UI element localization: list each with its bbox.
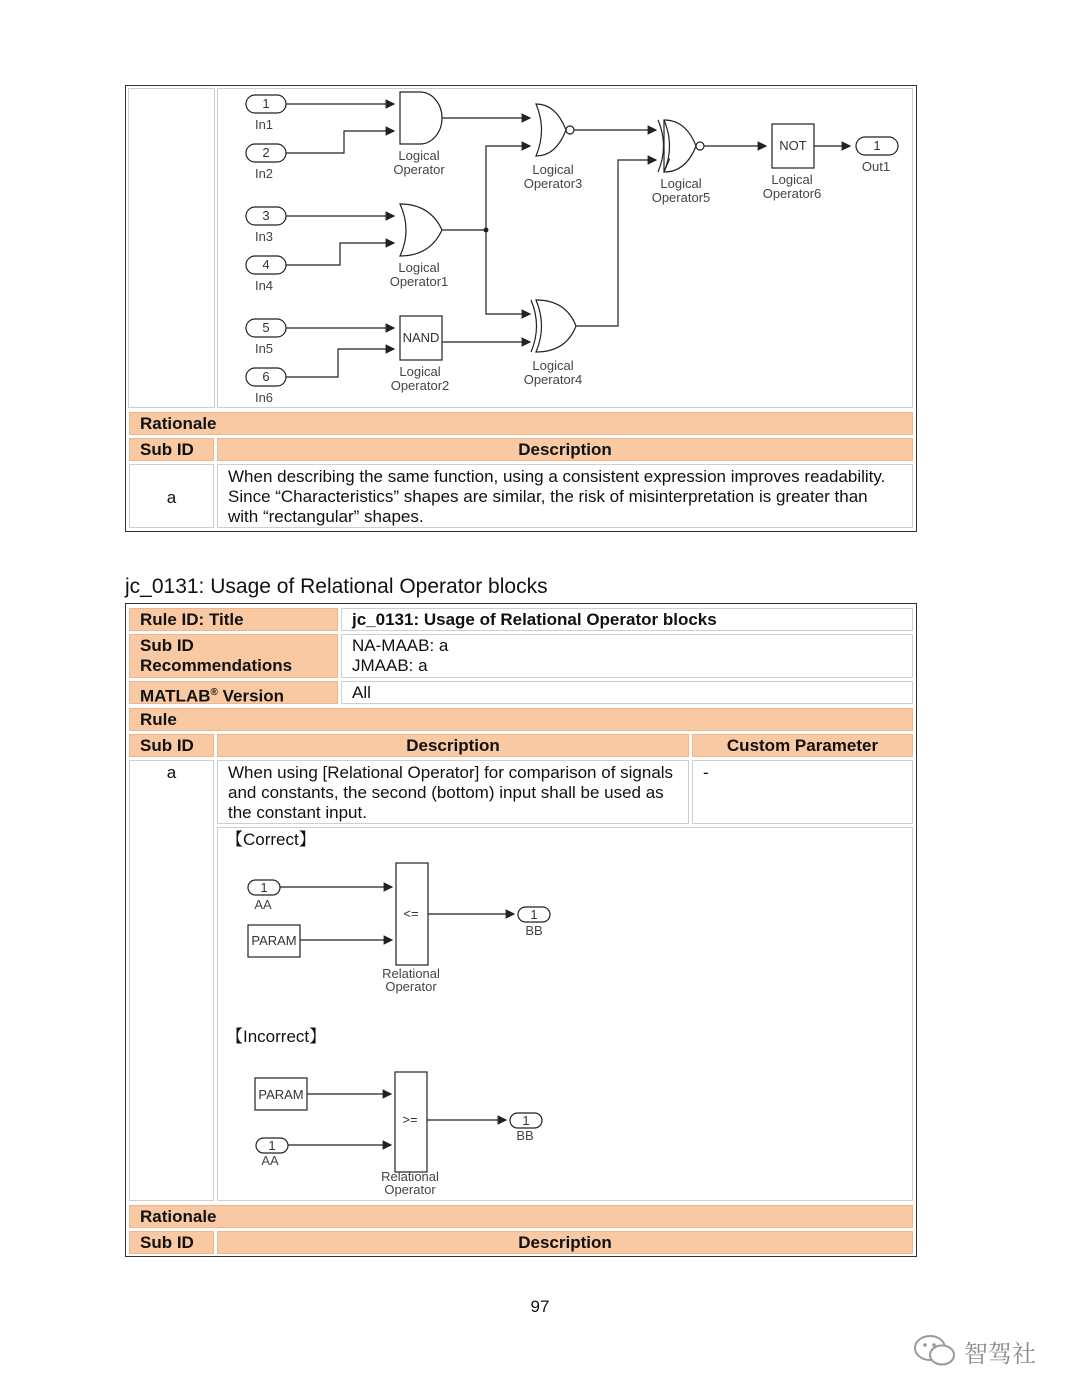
op1-name1: Logical (398, 260, 440, 275)
rule-row-subid: a (129, 760, 214, 1201)
inport-2-name: In2 (254, 166, 274, 181)
and-gate (400, 92, 442, 144)
rule-description-header: Description (217, 734, 689, 757)
matlab-version-label (129, 681, 338, 704)
incorrect-operator-name1: Relational (381, 1169, 439, 1184)
watermark-text: 智驾社 (964, 1340, 1036, 1368)
inport-5-name: In5 (254, 341, 274, 356)
section-title: jc_0131: Usage of Relational Operator blocks (125, 575, 548, 598)
rule-footer-subid-header: Sub ID (129, 1231, 214, 1254)
incorrect-operator-symbol: >= (402, 1112, 418, 1127)
wechat-icon (912, 1332, 958, 1368)
or-gate-1 (400, 204, 442, 256)
rule-header: Rule (129, 708, 913, 731)
or-gate-4 (536, 300, 576, 352)
correct-outport-num: 1 (530, 907, 538, 922)
rule-id-label: Rule ID: Title (129, 608, 338, 631)
op-name1: Logical (398, 148, 440, 163)
outport-num: 1 (873, 138, 881, 153)
incorrect-operator-name2: Operator (384, 1182, 436, 1197)
watermark (912, 1330, 1062, 1370)
correct-param-text: PARAM (251, 933, 297, 948)
inport-4-num: 4 (262, 257, 270, 272)
correct-inport-num: 1 (260, 880, 268, 895)
logic-diagram (0, 0, 1080, 420)
op4-name1: Logical (532, 358, 574, 373)
rule-subid-header: Sub ID (129, 734, 214, 757)
rule-row-description: When using [Relational Operator] for comparison of signals and constants, the second (bottom) input shall be used as the constant input. (217, 760, 689, 824)
op2-name2: Operator2 (390, 378, 450, 393)
incorrect-inport-name: AA (261, 1153, 279, 1168)
inport-3-name: In3 (254, 229, 274, 244)
top-row-description: When describing the same function, using a consistent expression improves readability. Since “Characteristics” shapes are similar, the risk of misinterpretation is greater than with “rectangular” shapes. (217, 464, 913, 528)
correct-label: 【Correct】 (226, 830, 316, 849)
page-number: 97 (530, 1297, 550, 1316)
subid-rec-value-line2: JMAAB: a (352, 656, 428, 675)
incorrect-inport-num: 1 (268, 1138, 276, 1153)
inport-3-num: 3 (262, 208, 270, 223)
op3-name2: Operator3 (523, 176, 583, 191)
op2-name1: Logical (399, 364, 441, 379)
correct-outport-name: BB (525, 923, 543, 938)
inport-4-name: In4 (254, 278, 274, 293)
op1-name2: Operator1 (389, 274, 449, 289)
nor-gate-3 (536, 104, 566, 156)
incorrect-label: 【Incorrect】 (226, 1027, 327, 1046)
top-row-subid: a (129, 464, 214, 528)
top-subid-header: Sub ID (129, 438, 214, 461)
inport-6-num: 6 (262, 369, 270, 384)
subid-rec-value (341, 634, 913, 678)
outport-name: Out1 (861, 159, 891, 174)
correct-operator-symbol: <= (403, 906, 419, 921)
subid-rec-label-line2: Recommendations (140, 656, 293, 675)
top-description-header: Description (217, 438, 913, 461)
inport-1-num: 1 (262, 96, 270, 111)
top-rationale-header: Rationale (129, 412, 913, 435)
inport-1-name: In1 (254, 117, 274, 132)
inport-6-name: In6 (254, 390, 274, 405)
subid-rec-label-line1: Sub ID (140, 636, 194, 655)
op6-name2: Operator6 (762, 186, 822, 201)
subid-rec-label (129, 634, 338, 678)
incorrect-outport-num: 1 (522, 1113, 530, 1128)
incorrect-outport-name: BB (516, 1128, 534, 1143)
custom-parameter-header: Custom Parameter (692, 734, 913, 757)
op4-name2: Operator4 (523, 372, 583, 387)
correct-operator-name2: Operator (385, 979, 437, 994)
correct-operator-name1: Relational (382, 966, 440, 981)
rule-footer-description-header: Description (217, 1231, 913, 1254)
op3-name1: Logical (532, 162, 574, 177)
rule-id-value: jc_0131: Usage of Relational Operator blocks (341, 608, 913, 631)
relational-diagrams (0, 840, 700, 1200)
rule-row-custom-param: - (692, 760, 913, 824)
version-word: Version (217, 686, 285, 706)
xnor-gate-5 (664, 120, 696, 172)
correct-inport-name: AA (254, 897, 272, 912)
matlab-version-value: All (341, 681, 913, 704)
rule-rationale-header: Rationale (129, 1205, 913, 1228)
op6-name1: Logical (771, 172, 813, 187)
matlab-word: MATLAB (140, 686, 211, 706)
op5-name1: Logical (660, 176, 702, 191)
nand-symbol: NAND (402, 330, 440, 345)
not-symbol: NOT (779, 138, 807, 153)
registered-mark: ® (210, 687, 218, 698)
inport-5-num: 5 (262, 320, 270, 335)
subid-rec-value-line1: NA-MAAB: a (352, 636, 449, 655)
incorrect-param-text: PARAM (258, 1087, 304, 1102)
inport-2-num: 2 (262, 145, 270, 160)
op-name2: Operator (393, 162, 445, 177)
op5-name2: Operator5 (651, 190, 711, 205)
